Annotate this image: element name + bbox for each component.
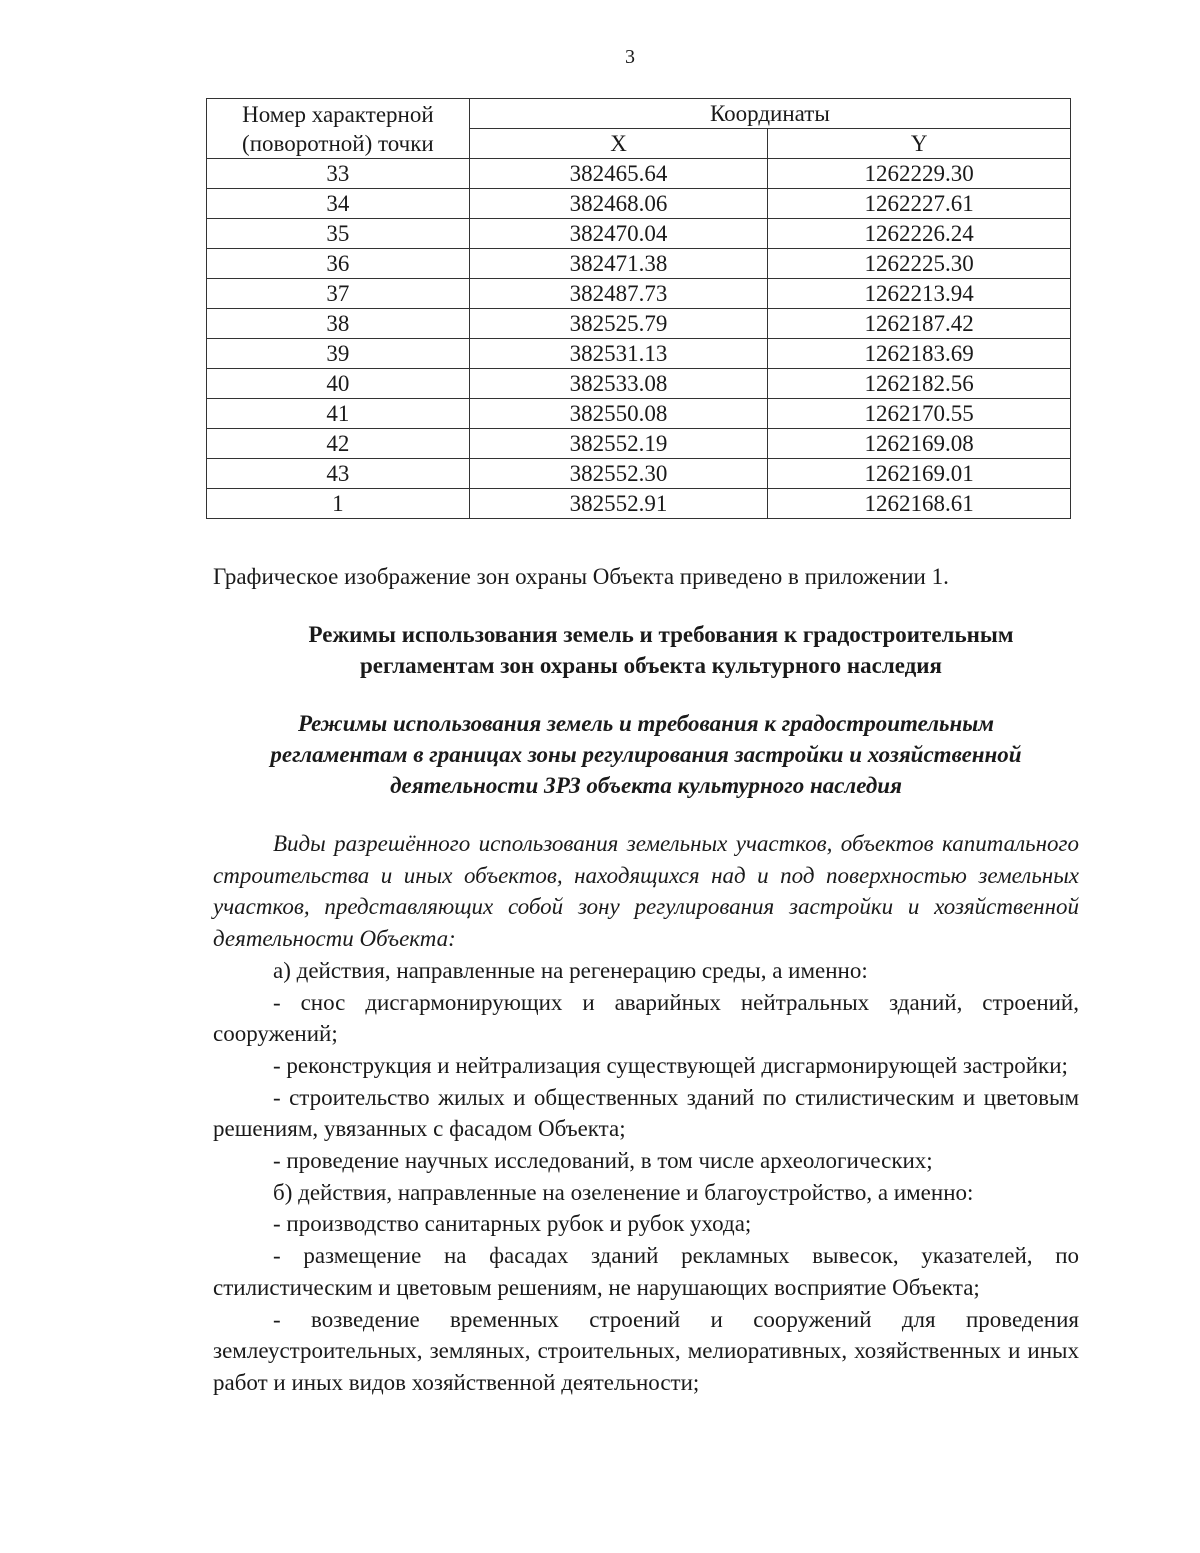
table-row	[207, 249, 1071, 279]
graphic-note: Графическое изображение зон охраны Объекта приведено в приложении 1.	[213, 564, 949, 589]
cell-point: 35	[207, 219, 470, 249]
header-coordinates: Координаты	[469, 99, 1070, 129]
cell-point: 40	[207, 369, 470, 399]
table-row	[207, 489, 1071, 519]
cell-x: 382487.73	[469, 279, 768, 309]
cell-x: 382533.08	[469, 369, 768, 399]
cell-point: 34	[207, 189, 470, 219]
subsection-heading	[213, 708, 1079, 801]
cell-point: 37	[207, 279, 470, 309]
table-row	[207, 369, 1071, 399]
cell-x: 382471.38	[469, 249, 768, 279]
cell-y: 1262168.61	[768, 489, 1071, 519]
cell-x: 382465.64	[469, 159, 768, 189]
table-row	[207, 399, 1071, 429]
cell-y: 1262227.61	[768, 189, 1071, 219]
cell-point: 39	[207, 339, 470, 369]
subsection-heading-line: Режимы использования земель и требования к градостроительным	[297, 711, 995, 736]
list-item: - реконструкция и нейтрализация существующей дисгармонирующей застройки;	[273, 1052, 1068, 1078]
table-row	[207, 429, 1071, 459]
table-row	[207, 459, 1071, 489]
cell-x: 382552.19	[469, 429, 768, 459]
cell-point: 38	[207, 309, 470, 339]
intro-paragraph: Виды разрешённого использования земельных участков, объектов капитального строительства и иных объектов, находящихся над и под поверхностью земельных участков, представляющих собой зону регулирования застройки и хозяйственной деятельности Объекта:	[213, 831, 1079, 952]
list-item: - возведение временных строений и сооружений для проведения землеустроительных, земляных, строительных, мелиоративных, хозяйственных и иных работ и иных видов хозяйственной деятельности;	[213, 1306, 1079, 1395]
table-row	[207, 219, 1071, 249]
header-point: Номер характерной (поворотной) точки	[207, 99, 470, 159]
cell-point: 42	[207, 429, 470, 459]
coordinates-table	[206, 98, 1071, 519]
page-number: 3	[625, 46, 635, 68]
cell-x: 382470.04	[469, 219, 768, 249]
list-item: - снос дисгармонирующих и аварийных нейтральных зданий, строений, сооружений;	[213, 989, 1079, 1047]
cell-point: 41	[207, 399, 470, 429]
body-text	[213, 828, 1079, 1399]
list-item: б) действия, направленные на озеленение и благоустройство, а именно:	[273, 1179, 974, 1205]
cell-point: 43	[207, 459, 470, 489]
cell-x: 382468.06	[469, 189, 768, 219]
cell-point: 33	[207, 159, 470, 189]
cell-y: 1262169.08	[768, 429, 1071, 459]
table-row	[207, 159, 1071, 189]
cell-y: 1262187.42	[768, 309, 1071, 339]
table-row	[207, 189, 1071, 219]
section-heading-line: Режимы использования земель и требования к градостроительным	[308, 622, 1014, 647]
header-y: Y	[768, 129, 1071, 159]
header-x: X	[469, 129, 768, 159]
subsection-heading-line: регламентам в границах зоны регулирования застройки и хозяйственной	[270, 742, 1022, 767]
section-heading-line: регламентам зон охраны объекта культурного наследия	[359, 653, 943, 678]
cell-y: 1262183.69	[768, 339, 1071, 369]
cell-y: 1262213.94	[768, 279, 1071, 309]
cell-y: 1262182.56	[768, 369, 1071, 399]
cell-point: 1	[207, 489, 470, 519]
table-row	[207, 339, 1071, 369]
table-row	[207, 309, 1071, 339]
cell-x: 382525.79	[469, 309, 768, 339]
cell-x: 382552.91	[469, 489, 768, 519]
list-item: - размещение на фасадах зданий рекламных вывесок, указателей, по стилистическим и цветовым решениям, не нарушающих восприятие Объекта;	[213, 1243, 1079, 1300]
cell-x: 382552.30	[469, 459, 768, 489]
cell-x: 382531.13	[469, 339, 768, 369]
cell-y: 1262170.55	[768, 399, 1071, 429]
section-heading	[213, 619, 1079, 681]
list-item: - проведение научных исследований, в том числе археологических;	[273, 1148, 933, 1174]
cell-y: 1262229.30	[768, 159, 1071, 189]
list-item: - производство санитарных рубок и рубок ухода;	[273, 1211, 752, 1237]
cell-point: 36	[207, 249, 470, 279]
table-row	[207, 279, 1071, 309]
list-item: а) действия, направленные на регенерацию среды, а именно:	[273, 957, 868, 983]
cell-y: 1262226.24	[768, 219, 1071, 249]
cell-y: 1262225.30	[768, 249, 1071, 279]
cell-x: 382550.08	[469, 399, 768, 429]
subsection-heading-line: деятельности ЗРЗ объекта культурного наследия	[390, 773, 902, 798]
list-item: - строительство жилых и общественных зданий по стилистическим и цветовым решениям, увязанных с фасадом Объекта;	[213, 1084, 1079, 1142]
cell-y: 1262169.01	[768, 459, 1071, 489]
